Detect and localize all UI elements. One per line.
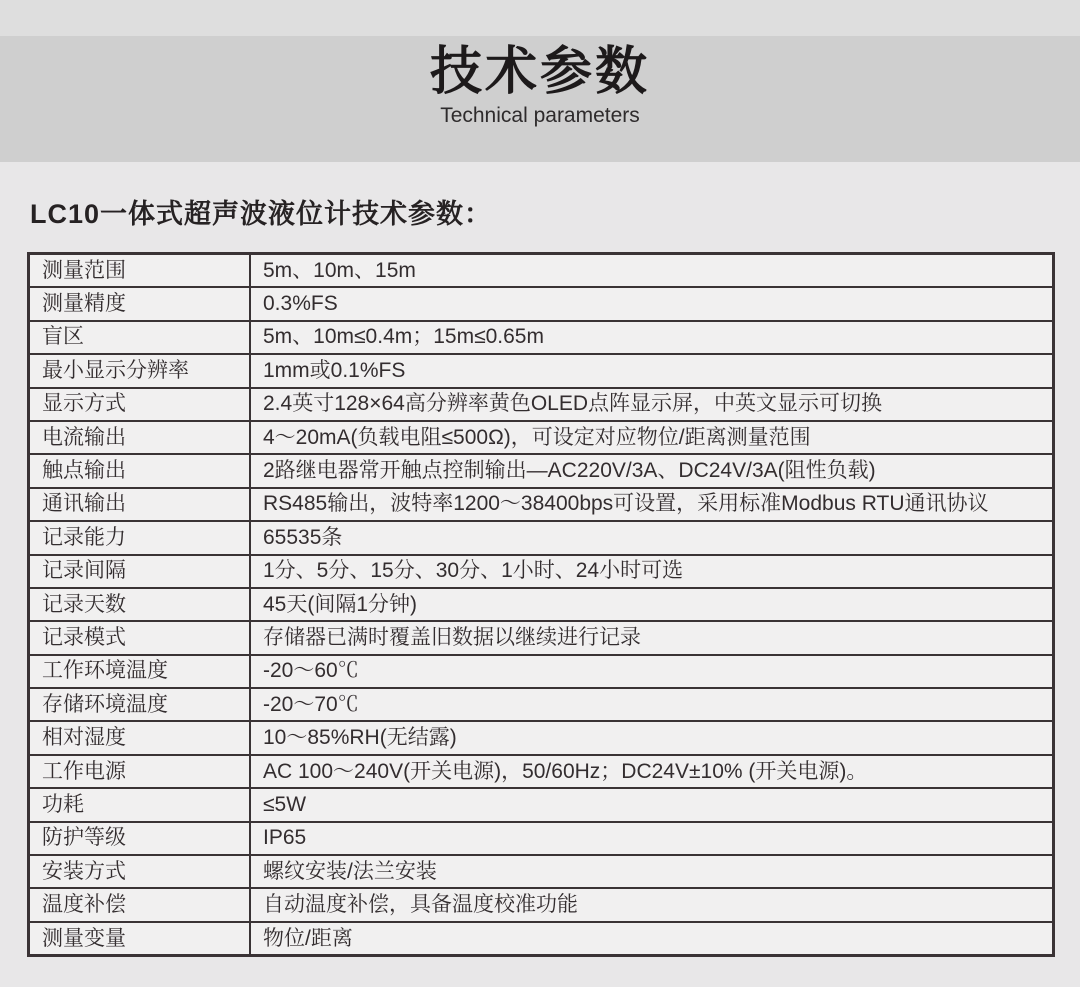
param-label-cell: 温度补偿 bbox=[29, 888, 251, 921]
page-subtitle: Technical parameters bbox=[440, 104, 640, 127]
param-label-cell: 防护等级 bbox=[29, 822, 251, 855]
content-area bbox=[0, 162, 1080, 957]
param-label-cell: 盲区 bbox=[29, 321, 251, 354]
param-value-cell: 1mm或0.1%FS bbox=[250, 354, 1054, 387]
param-label-cell: 测量范围 bbox=[29, 254, 251, 288]
section-heading: LC10一体式超声波液位计技术参数： bbox=[30, 199, 493, 229]
param-value-cell: 螺纹安装/法兰安装 bbox=[250, 855, 1054, 888]
param-value-cell: 5m、10m、15m bbox=[250, 254, 1054, 288]
param-label-cell: 显示方式 bbox=[29, 388, 251, 421]
table-row bbox=[29, 755, 1054, 788]
param-value-cell: 65535条 bbox=[250, 521, 1054, 554]
table-row bbox=[29, 321, 1054, 354]
param-value-cell: 10～85%RH(无结露) bbox=[250, 721, 1054, 754]
param-value-cell: -20～70℃ bbox=[250, 688, 1054, 721]
param-label-cell: 工作环境温度 bbox=[29, 655, 251, 688]
table-row bbox=[29, 555, 1054, 588]
param-label-cell: 测量变量 bbox=[29, 922, 251, 956]
table-row bbox=[29, 922, 1054, 956]
table-row bbox=[29, 454, 1054, 487]
param-value-cell: -20～60℃ bbox=[250, 655, 1054, 688]
table-row bbox=[29, 621, 1054, 654]
table-row bbox=[29, 888, 1054, 921]
param-value-cell: 物位/距离 bbox=[250, 922, 1054, 956]
param-value-cell: AC 100～240V(开关电源)，50/60Hz；DC24V±10% (开关电源)。 bbox=[250, 755, 1054, 788]
param-label-cell: 安装方式 bbox=[29, 855, 251, 888]
param-label-cell: 记录能力 bbox=[29, 521, 251, 554]
param-value-cell: 2.4英寸128×64高分辨率黄色OLED点阵显示屏，中英文显示可切换 bbox=[250, 388, 1054, 421]
param-label-cell: 通讯输出 bbox=[29, 488, 251, 521]
param-label-cell: 记录间隔 bbox=[29, 555, 251, 588]
param-label-cell: 记录天数 bbox=[29, 588, 251, 621]
table-row bbox=[29, 822, 1054, 855]
param-value-cell: 5m、10m≤0.4m；15m≤0.65m bbox=[250, 321, 1054, 354]
param-value-cell: 存储器已满时覆盖旧数据以继续进行记录 bbox=[250, 621, 1054, 654]
param-label-cell: 电流输出 bbox=[29, 421, 251, 454]
table-row bbox=[29, 421, 1054, 454]
table-row bbox=[29, 688, 1054, 721]
table-row bbox=[29, 521, 1054, 554]
param-label-cell: 触点输出 bbox=[29, 454, 251, 487]
top-strip bbox=[0, 0, 1080, 36]
param-value-cell: ≤5W bbox=[250, 788, 1054, 821]
param-value-cell: IP65 bbox=[250, 822, 1054, 855]
param-value-cell: 4～20mA(负载电阻≤500Ω)，可设定对应物位/距离测量范围 bbox=[250, 421, 1054, 454]
table-row bbox=[29, 488, 1054, 521]
table-row bbox=[29, 287, 1054, 320]
param-label-cell: 测量精度 bbox=[29, 287, 251, 320]
param-label-cell: 工作电源 bbox=[29, 755, 251, 788]
table-row bbox=[29, 855, 1054, 888]
param-value-cell: RS485输出，波特率1200～38400bps可设置，采用标准Modbus RTU通讯协议 bbox=[250, 488, 1054, 521]
param-label-cell: 相对湿度 bbox=[29, 721, 251, 754]
table-row bbox=[29, 388, 1054, 421]
table-row bbox=[29, 254, 1054, 288]
page-title: 技术参数 bbox=[429, 43, 650, 101]
table-row bbox=[29, 721, 1054, 754]
table-row bbox=[29, 354, 1054, 387]
param-value-cell: 1分、5分、15分、30分、1小时、24小时可选 bbox=[250, 555, 1054, 588]
param-value-cell: 45天(间隔1分钟) bbox=[250, 588, 1054, 621]
spec-table bbox=[27, 252, 1055, 957]
param-value-cell: 2路继电器常开触点控制输出—AC220V/3A、DC24V/3A(阻性负载) bbox=[250, 454, 1054, 487]
param-label-cell: 记录模式 bbox=[29, 621, 251, 654]
param-label-cell: 最小显示分辨率 bbox=[29, 354, 251, 387]
param-value-cell: 0.3%FS bbox=[250, 287, 1054, 320]
header-banner bbox=[0, 36, 1080, 162]
param-label-cell: 存储环境温度 bbox=[29, 688, 251, 721]
spec-table-body bbox=[29, 254, 1054, 956]
table-row bbox=[29, 655, 1054, 688]
param-label-cell: 功耗 bbox=[29, 788, 251, 821]
param-value-cell: 自动温度补偿，具备温度校准功能 bbox=[250, 888, 1054, 921]
table-row bbox=[29, 788, 1054, 821]
table-row bbox=[29, 588, 1054, 621]
